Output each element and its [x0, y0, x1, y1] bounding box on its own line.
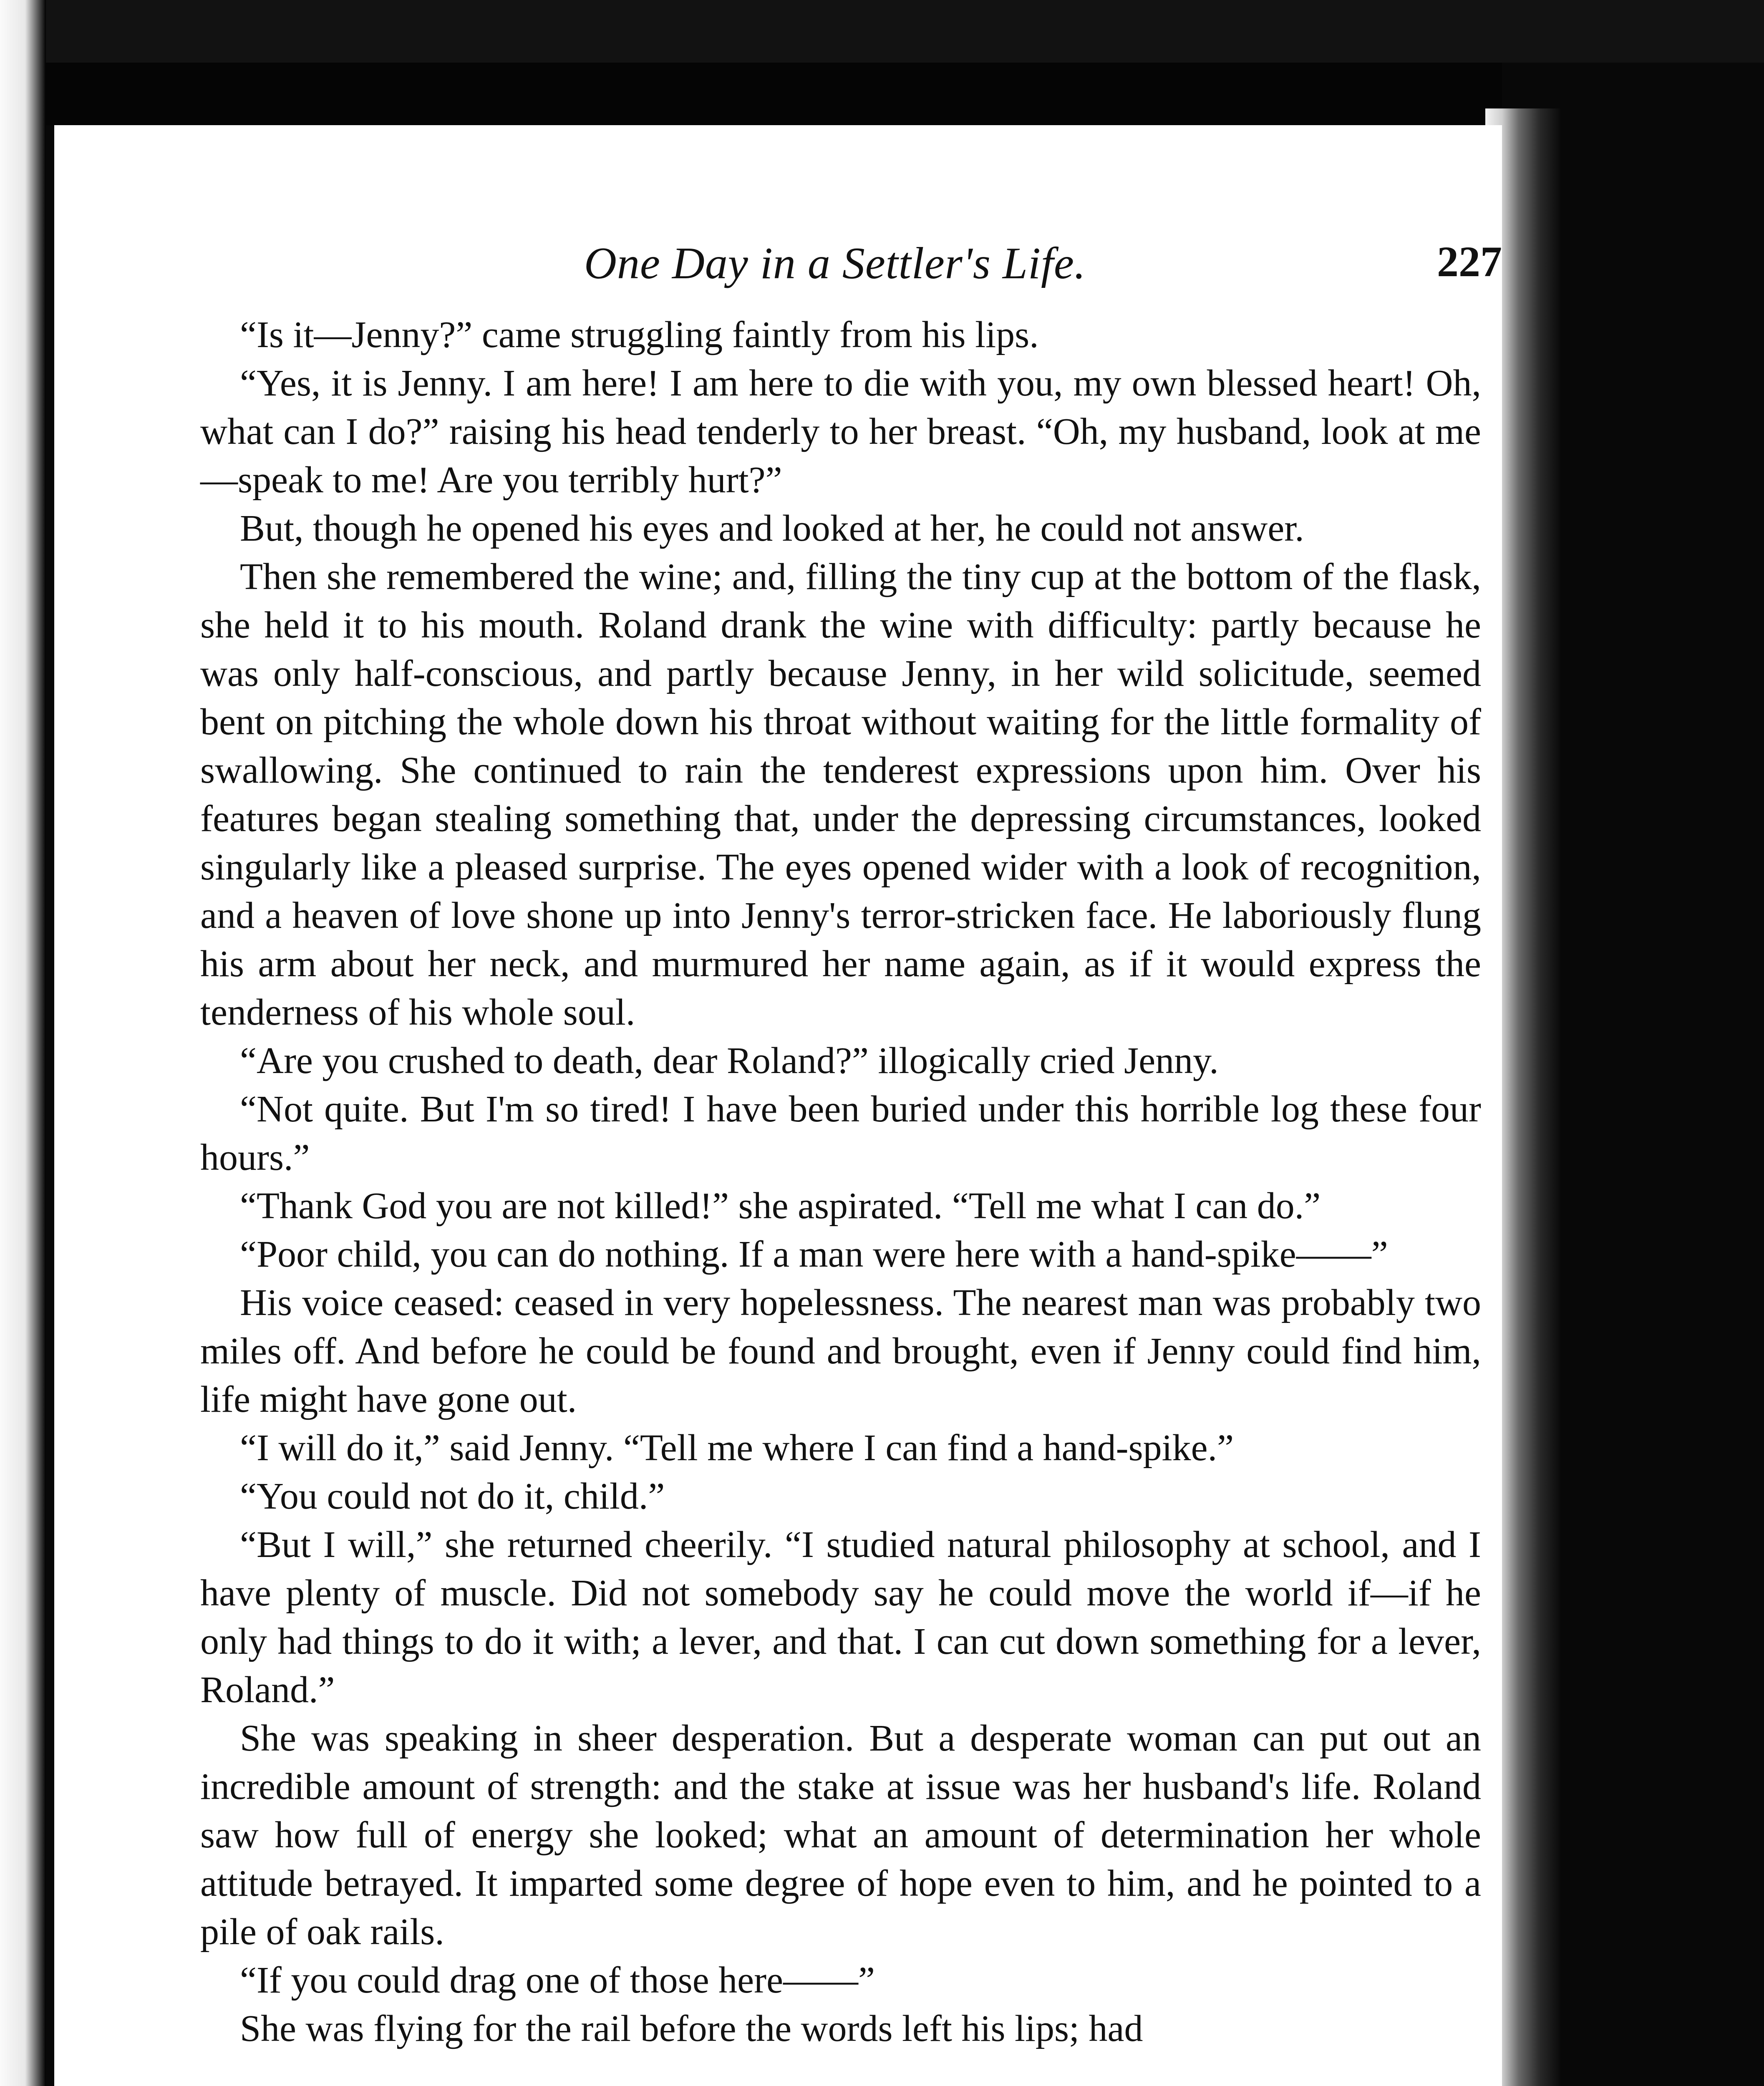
paragraph: “But I will,” she returned cheerily. “I studied natural philosophy at school, and I have plenty of muscle. Did not somebody say he could move the world if—if he only had things to do it with; a lever, and that. I can cut down something for a lever, Roland.”	[200, 1524, 1481, 1711]
paragraph: “Thank God you are not killed!” she aspirated. “Tell me what I can do.”	[240, 1185, 1321, 1227]
scanner-frame-band	[0, 63, 1502, 125]
page-header	[200, 238, 1502, 292]
facing-page-edge	[0, 0, 46, 2086]
paragraph: “Not quite. But I'm so tired! I have been buried under this horrible log these four hours.”	[200, 1088, 1481, 1178]
paragraph: “Poor child, you can do nothing. If a man were here with a hand-spike——”	[240, 1234, 1388, 1275]
book-page	[54, 125, 1502, 2086]
paragraph: “You could not do it, child.”	[240, 1476, 665, 1517]
paragraph: Then she remembered the wine; and, filling the tiny cup at the bottom of the flask, she held it to his mouth. Roland drank the wine with difficulty: partly because he was only half-conscious, and partly because Jenny, in her wild solicitude, seemed bent on pitching the whole down his throat without waiting for the little formality of swallowing. She continued to rain the tenderest expressions upon him. Over his features began stealing something that, under the depressing circumstances, looked singularly like a pleased surprise. The eyes opened wider with a look of recognition, and a heaven of love shone up into Jenny's terror-stricken face. He laboriously flung his arm about her neck, and murmured her name again, as if it would express the tenderness of his whole soul.	[200, 556, 1481, 1033]
paragraph: She was speaking in sheer desperation. But a desperate woman can put out an incredible amount of strength: and the stake at issue was her husband's life. Roland saw how full of energy she looked; what an amount of determination her whole attitude betrayed. It imparted some degree of hope even to him, and he pointed to a pile of oak rails.	[200, 1718, 1481, 1952]
paragraph: “If you could drag one of those here——”	[240, 1960, 875, 2001]
paragraph: “Is it—Jenny?” came struggling faintly from his lips.	[240, 314, 1039, 355]
running-head: One Day in a Settler's Life.	[584, 239, 1086, 288]
paragraph: “Yes, it is Jenny. I am here! I am here to die with you, my own blessed heart! Oh, what can I do?” raising his head tenderly to her breast. “Oh, my husband, look at me—speak to me! Are you terribly hurt?”	[200, 363, 1481, 501]
body-text	[200, 311, 1481, 2053]
paragraph: His voice ceased: ceased in very hopelessness. The nearest man was probably two miles off. And before he could be found and brought, even if Jenny could find him, life might have gone out.	[200, 1282, 1481, 1420]
paragraph: “I will do it,” said Jenny. “Tell me where I can find a hand-spike.”	[240, 1427, 1234, 1469]
scanner-frame-top	[0, 0, 1764, 63]
paragraph: But, though he opened his eyes and looked at her, he could not answer.	[240, 508, 1304, 549]
page-number: 227	[1437, 238, 1502, 286]
paragraph: “Are you crushed to death, dear Roland?” illogically cried Jenny.	[240, 1040, 1219, 1081]
paragraph: She was flying for the rail before the words left his lips; had	[240, 2008, 1143, 2049]
